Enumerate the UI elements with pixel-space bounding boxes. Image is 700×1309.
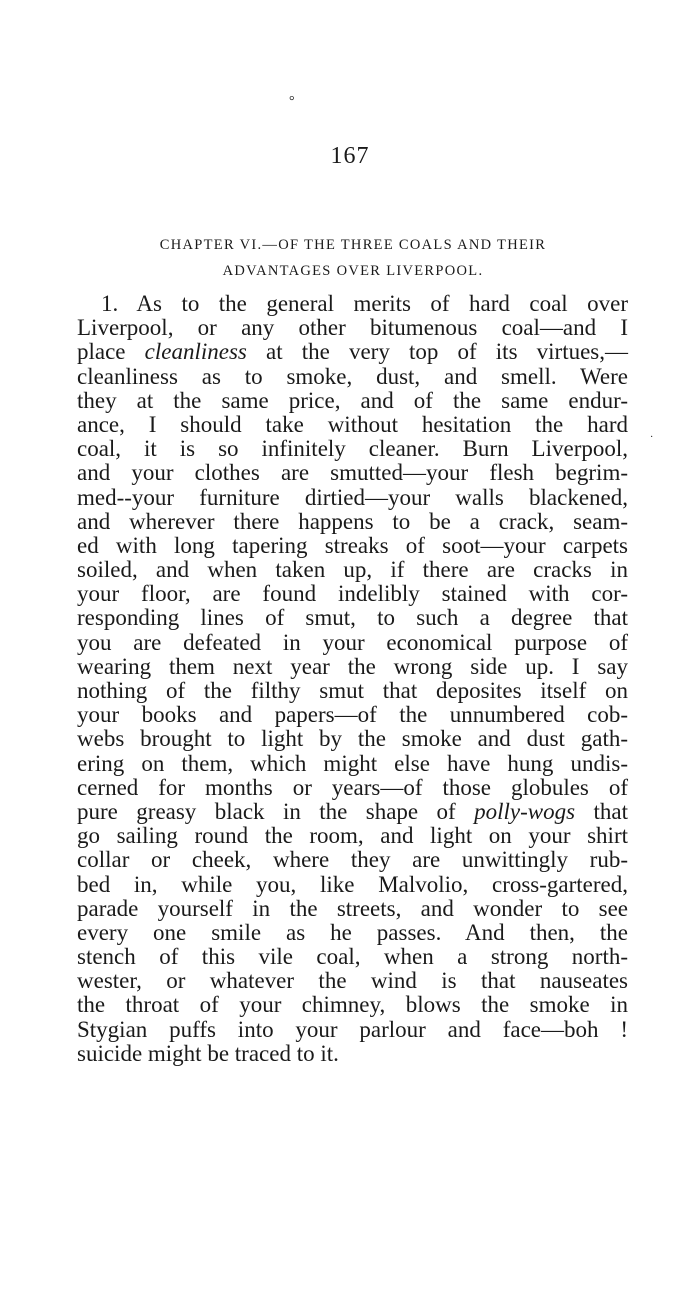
text-line [77,945,628,969]
text-line [77,413,628,437]
text-line [77,461,628,485]
chapter-heading-line: CHAPTER VI.—OF THE THREE COALS AND THEIR [159,237,547,253]
line-text: your books and papers—of the unnumbered cob- [77,702,628,728]
page-number: 167 [330,143,370,169]
italic-word: cleanliness [144,339,247,365]
line-text: parade yourself in the streets, and wonder to see [77,895,628,921]
text-line [77,679,628,703]
line-text: Stygian puffs into your parlour and face—boh ! [77,1016,628,1042]
line-text: they at the same price, and of the same endur- [77,387,628,413]
line-text: Liverpool, or any other bitumenous coal—and I [77,315,628,341]
line-text: med--your furniture dirtied—your walls blackened, [77,484,628,510]
line-text: suicide might be traced to it. [77,1040,339,1066]
line-text: stench of this vile coal, when a strong north- [77,944,628,970]
text-line [77,1018,628,1042]
text-line [77,655,628,679]
text-line [77,558,628,582]
text-line [77,921,628,945]
italic-word: polly-wogs [474,798,576,824]
line-text: webs brought to light by the smoke and dust gath- [77,726,628,752]
line-text: the throat of your chimney, blows the smoke in [77,992,628,1018]
text-line [77,1042,628,1066]
margin-speck: · [650,432,654,443]
chapter-heading-line: ADVANTAGES OVER LIVERPOOL. [222,263,484,279]
text-line [77,993,628,1017]
text-line [77,752,628,776]
line-text: responding lines of smut, to such a degree that [77,605,628,631]
chapter-heading [74,232,632,284]
text-line [77,486,628,510]
line-text: you are defeated in your economical purpose of [77,629,628,655]
print-speck: ° [289,94,295,109]
text-line [77,897,628,921]
line-text: at the very top of its virtues,— [246,339,628,365]
line-text: ering on them, which might else have hung undis- [77,750,628,776]
text-line [77,631,628,655]
text-line [77,316,628,340]
text-line [77,389,628,413]
text-line [77,606,628,630]
text-line [77,703,628,727]
line-text: wester, or whatever the wind is that nauseates [77,968,628,994]
line-text: place [77,339,145,365]
line-text: 1. As to the general merits of hard coal over [101,291,628,316]
line-text: and your clothes are smutted—your flesh begrim- [77,460,628,486]
line-text: bed in, while you, like Malvolio, cross-gartered, [77,871,628,897]
line-text: ance, I should take without hesitation the hard [77,411,628,437]
line-text: that [575,798,628,824]
line-text: nothing of the filthy smut that deposites itself on [77,678,628,703]
text-line [77,800,628,824]
text-line [77,292,628,316]
text-line [77,340,628,364]
line-text: soiled, and when taken up, if there are cracks in [77,557,628,583]
text-line [77,848,628,872]
text-line [77,534,628,558]
text-line [77,873,628,897]
text-line [77,969,628,993]
text-line [77,776,628,800]
line-text: collar or cheek, where they are unwittingly rub- [77,847,628,873]
text-line [77,510,628,534]
text-line [77,365,628,389]
line-text: coal, it is so infinitely cleaner. Burn Liverpool, [77,436,628,462]
text-line [77,824,628,848]
line-text: every one smile as he passes. And then, the [77,919,628,945]
line-text: and wherever there happens to be a crack, seam- [77,508,628,534]
line-text: cleanliness as to smoke, dust, and smell. Were [77,363,628,389]
line-text: go sailing round the room, and light on your shirt [77,823,628,849]
line-text: ed with long tapering streaks of soot—your carpets [77,532,628,558]
text-line [77,727,628,751]
text-line [77,437,628,461]
line-text: wearing them next year the wrong side up. I say [77,653,628,679]
body-paragraph [77,292,628,1066]
line-text: your floor, are found indelibly stained with cor- [77,581,628,607]
line-text: pure greasy black in the shape of [77,798,475,824]
text-line [77,582,628,606]
line-text: cerned for months or years—of those globules of [77,774,628,800]
